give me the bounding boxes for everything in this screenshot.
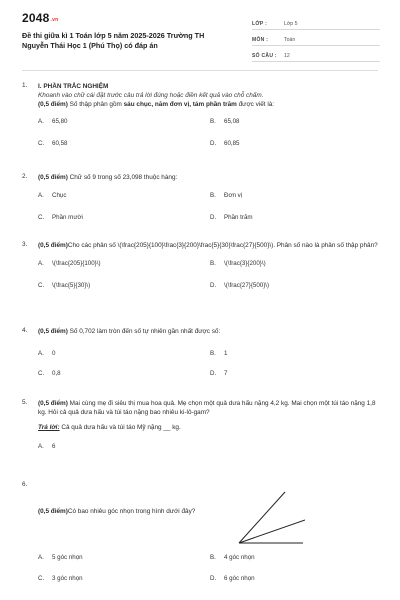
meta-key: SỐ CÂU : [252, 53, 277, 59]
option-c[interactable]: C. 60,58 [38, 139, 68, 147]
option-d[interactable]: D. Phần trăm [210, 214, 253, 222]
meta-class-row [252, 14, 380, 30]
option-a[interactable]: A. 5 góc nhọn [38, 554, 83, 562]
meta-subject-row [252, 30, 380, 46]
question-number: 5. [22, 399, 28, 406]
option-a[interactable]: A. 65,80 [38, 117, 68, 125]
question-text: (0,5 điểm) Mai cùng mẹ đi siêu thị mua hoa quả. Mẹ chọn một quả dưa hấu nặng 4,2 kg. Mai chọn một túi táo nặng 1,8 kg. Hỏi cả quả dưa hấu và túi táo nặng bao nhiêu ki-lô-gam? [38, 400, 376, 417]
question-text: (0,5 điểm) Chữ số 9 trong số 23,098 thuộc hàng: [38, 174, 178, 181]
option-d[interactable]: D. 7 [210, 370, 228, 378]
section-instruction: Khoanh vào chữ cái đặt trước câu trả lời đúng hoặc điền kết quả vào chỗ chấm. [38, 92, 264, 100]
option-c[interactable]: C. \(\frac{5}{30}\) [38, 282, 91, 290]
option-d[interactable]: D. 60,85 [210, 139, 240, 147]
question-number: 2. [22, 173, 28, 180]
option-d[interactable]: D. \(\frac{27}{500}\) [210, 282, 270, 290]
option-a[interactable]: A. 6 [38, 442, 56, 450]
question-number: 1. [22, 82, 28, 89]
option-a[interactable]: A. 0 [38, 350, 56, 358]
angle-figure [235, 488, 305, 548]
meta-value: 12 [284, 53, 290, 59]
meta-value: Toán [284, 37, 296, 43]
question-4 [22, 327, 378, 390]
meta-key: MÔN : [252, 37, 269, 43]
option-b[interactable]: B. 4 góc nhọn [210, 554, 255, 562]
question-2 [22, 173, 378, 232]
question-5 [22, 399, 378, 457]
option-b[interactable]: B. \(\frac{3}{200}\) [210, 260, 266, 268]
option-c[interactable]: C. Phần mười [38, 214, 83, 222]
question-text: (0,5 điểm) Số thập phân gồm sáu chục, năm đơn vị, tám phần trăm được viết là: [38, 101, 275, 109]
header-divider [22, 70, 378, 71]
site-logo[interactable]: 2048.vn [22, 11, 59, 25]
question-number: 3. [22, 241, 28, 248]
question-number: 6. [22, 481, 28, 488]
question-3 [22, 241, 378, 300]
page-title: Đề thi giữa kì 1 Toán lớp 5 năm 2025-2026 Trường TH Nguyễn Thái Học 1 (Phú Thọ) có đáp án [22, 31, 205, 50]
meta-count-row [252, 46, 380, 62]
question-text: (0,5 điểm)Cho các phân số \(\frac{205}{100}\frac{3}{200}\frac{5}{30}\frac{27}{500}\). Phân số nào là phân số thập phân? [38, 242, 378, 249]
question-1 [22, 82, 378, 158]
option-b[interactable]: B. Đơn vị [210, 192, 243, 200]
option-c[interactable]: C. 3 góc nhọn [38, 575, 83, 583]
section-heading: I. PHẦN TRẮC NGHIỆM [38, 83, 109, 90]
question-text: (0,5 điểm)Có bao nhiêu góc nhọn trong hình dưới đây? [38, 508, 196, 515]
option-b[interactable]: B. 1 [210, 350, 228, 358]
exam-meta [252, 14, 380, 62]
question-6 [22, 481, 378, 594]
option-b[interactable]: B. 65,08 [210, 117, 240, 125]
question-text: (0,5 điểm) Số 0,702 làm tròn đến số tự nhiên gần nhất được số: [38, 328, 221, 335]
option-d[interactable]: D. 6 góc nhọn [210, 575, 255, 583]
question-number: 4. [22, 327, 28, 334]
option-a[interactable]: A. Chục [38, 192, 67, 200]
meta-key: LỚP : [252, 21, 268, 27]
answer-prompt: Trả lời: Cả quả dưa hấu và túi táo Mỹ nặng __ kg. [38, 424, 181, 432]
option-a[interactable]: A. \(\frac{205}{100}\) [38, 260, 101, 268]
option-c[interactable]: C. 0,8 [38, 370, 61, 378]
meta-value: Lớp 5 [284, 21, 298, 27]
